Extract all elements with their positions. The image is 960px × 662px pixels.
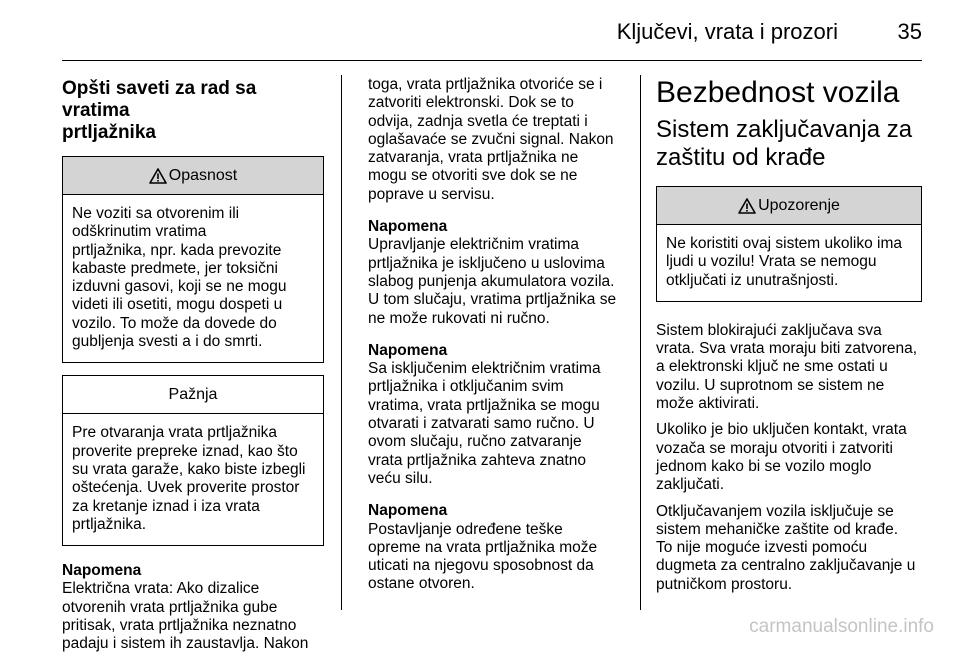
caution-text: Pre otvaranja vrata prtljažnika proverite prepreke iznad, kao što su vrata garaže, kako biste izbegli oštećenja. Uvek proverite prostor za kretanje iznad i iza vrata prtljažnika. (72, 424, 306, 533)
header-rule (62, 60, 922, 61)
note (368, 502, 630, 593)
note-label: Napomena (368, 218, 448, 236)
note-label: Napomena (368, 341, 448, 359)
column-divider (640, 75, 641, 610)
note-label: Napomena (62, 562, 142, 580)
warning-text: Ne koristiti ovaj sistem ukoliko ima ljudi u vozilu! Vrata se nemogu otključati iz unutrašnjosti. (666, 235, 903, 289)
note (62, 562, 324, 653)
note-text: Postavljanje određene teške opreme na vrata prtljažnika može uticati na njegovu sposobnost da ostane otvoren. (368, 520, 598, 593)
warning-box-header (657, 187, 921, 225)
note-text: Upravljanje električnim vratima prtljažnika je isključeno u uslovima slabog punjenja akumulatora vozila. U tom slučaju, vratima prtljažnika se ne može rukovati ni ručno. (368, 236, 617, 327)
note-text: Sa isključenim električnim vratima prtljažnika i otključanim svim vratima, vrata prtljažnika se mogu otvarati i zatvarati samo ručno. U ovom slučaju, ručno zatvaranje vrata prtljažnika zahteva znatno veću silu. (368, 360, 601, 487)
warning-triangle-icon (738, 198, 756, 214)
section-heading: Opšti saveti za rad sa vratima prtljažnika (62, 78, 257, 143)
danger-box (62, 156, 324, 363)
note (368, 218, 630, 328)
note-label: Napomena (368, 502, 448, 520)
paragraph: Ukoliko je bio uključen kontakt, vrata vozača se moraju otvoriti i zatvoriti jednom kako bi se vozilo moglo zaključati. (656, 421, 907, 494)
section-title: Sistem zaključavanja za zaštitu od krađe (656, 116, 913, 171)
caution-box-header (63, 376, 323, 414)
column-left (62, 76, 324, 662)
warning-label: Upozorenje (758, 196, 840, 214)
column-right (656, 76, 922, 602)
chapter-title: Bezbednost vozila (656, 76, 900, 109)
danger-label: Opasnost (168, 166, 238, 184)
warning-box (656, 186, 922, 302)
header-title: Ključevi, vrata i prozori (616, 19, 838, 44)
continued-paragraph: toga, vrata prtljažnika otvoriće se i zatvoriti elektronski. Dok se to odvija, zadnja svetla će treptati i oglašavaće se zvučni signal. Nakon zatvaranja, vrata prtljažnika ne mogu se otvoriti sve dok se ne poprave u servisu. (368, 76, 614, 203)
column-middle (368, 76, 630, 602)
caution-box (62, 375, 324, 546)
page-number: 35 (897, 19, 922, 44)
caution-label: Pažnja (168, 385, 218, 403)
warning-triangle-icon (149, 168, 167, 184)
watermark: carmanualsonline.info (749, 616, 934, 637)
paragraph: Otključavanjem vozila isključuje se sistem mehaničke zaštite od krađe. To nije moguće izvesti pomoću dugmeta za centralno zaključavanje u putničkom prostoru. (656, 502, 916, 593)
column-divider (341, 75, 342, 610)
note (368, 342, 630, 488)
danger-text: Ne voziti sa otvorenim ili odškrinutim vratima prtljažnika, npr. kada prevozite kabaste predmete, jer toksični izduvni gasovi, koji se ne mogu videti ili osetiti, mogu dospeti u vozilo. To može da dovede do gubljenja svesti a i do smrti. (72, 205, 287, 351)
danger-box-header (63, 157, 323, 195)
body-text (656, 322, 922, 594)
note-text: Električna vrata: Ako dizalice otvorenih vrata prtljažnika gube pritisak, vrata prtljažnika neznatno padaju i sistem ih zaustavlja. Nakon (62, 580, 309, 653)
paragraph: Sistem blokirajući zaključava sva vrata. Sva vrata moraju biti zatvorena, a elektronski ključ ne sme ostati u vozilu. U suprotnom se sistem ne može aktivirati. (656, 321, 918, 413)
